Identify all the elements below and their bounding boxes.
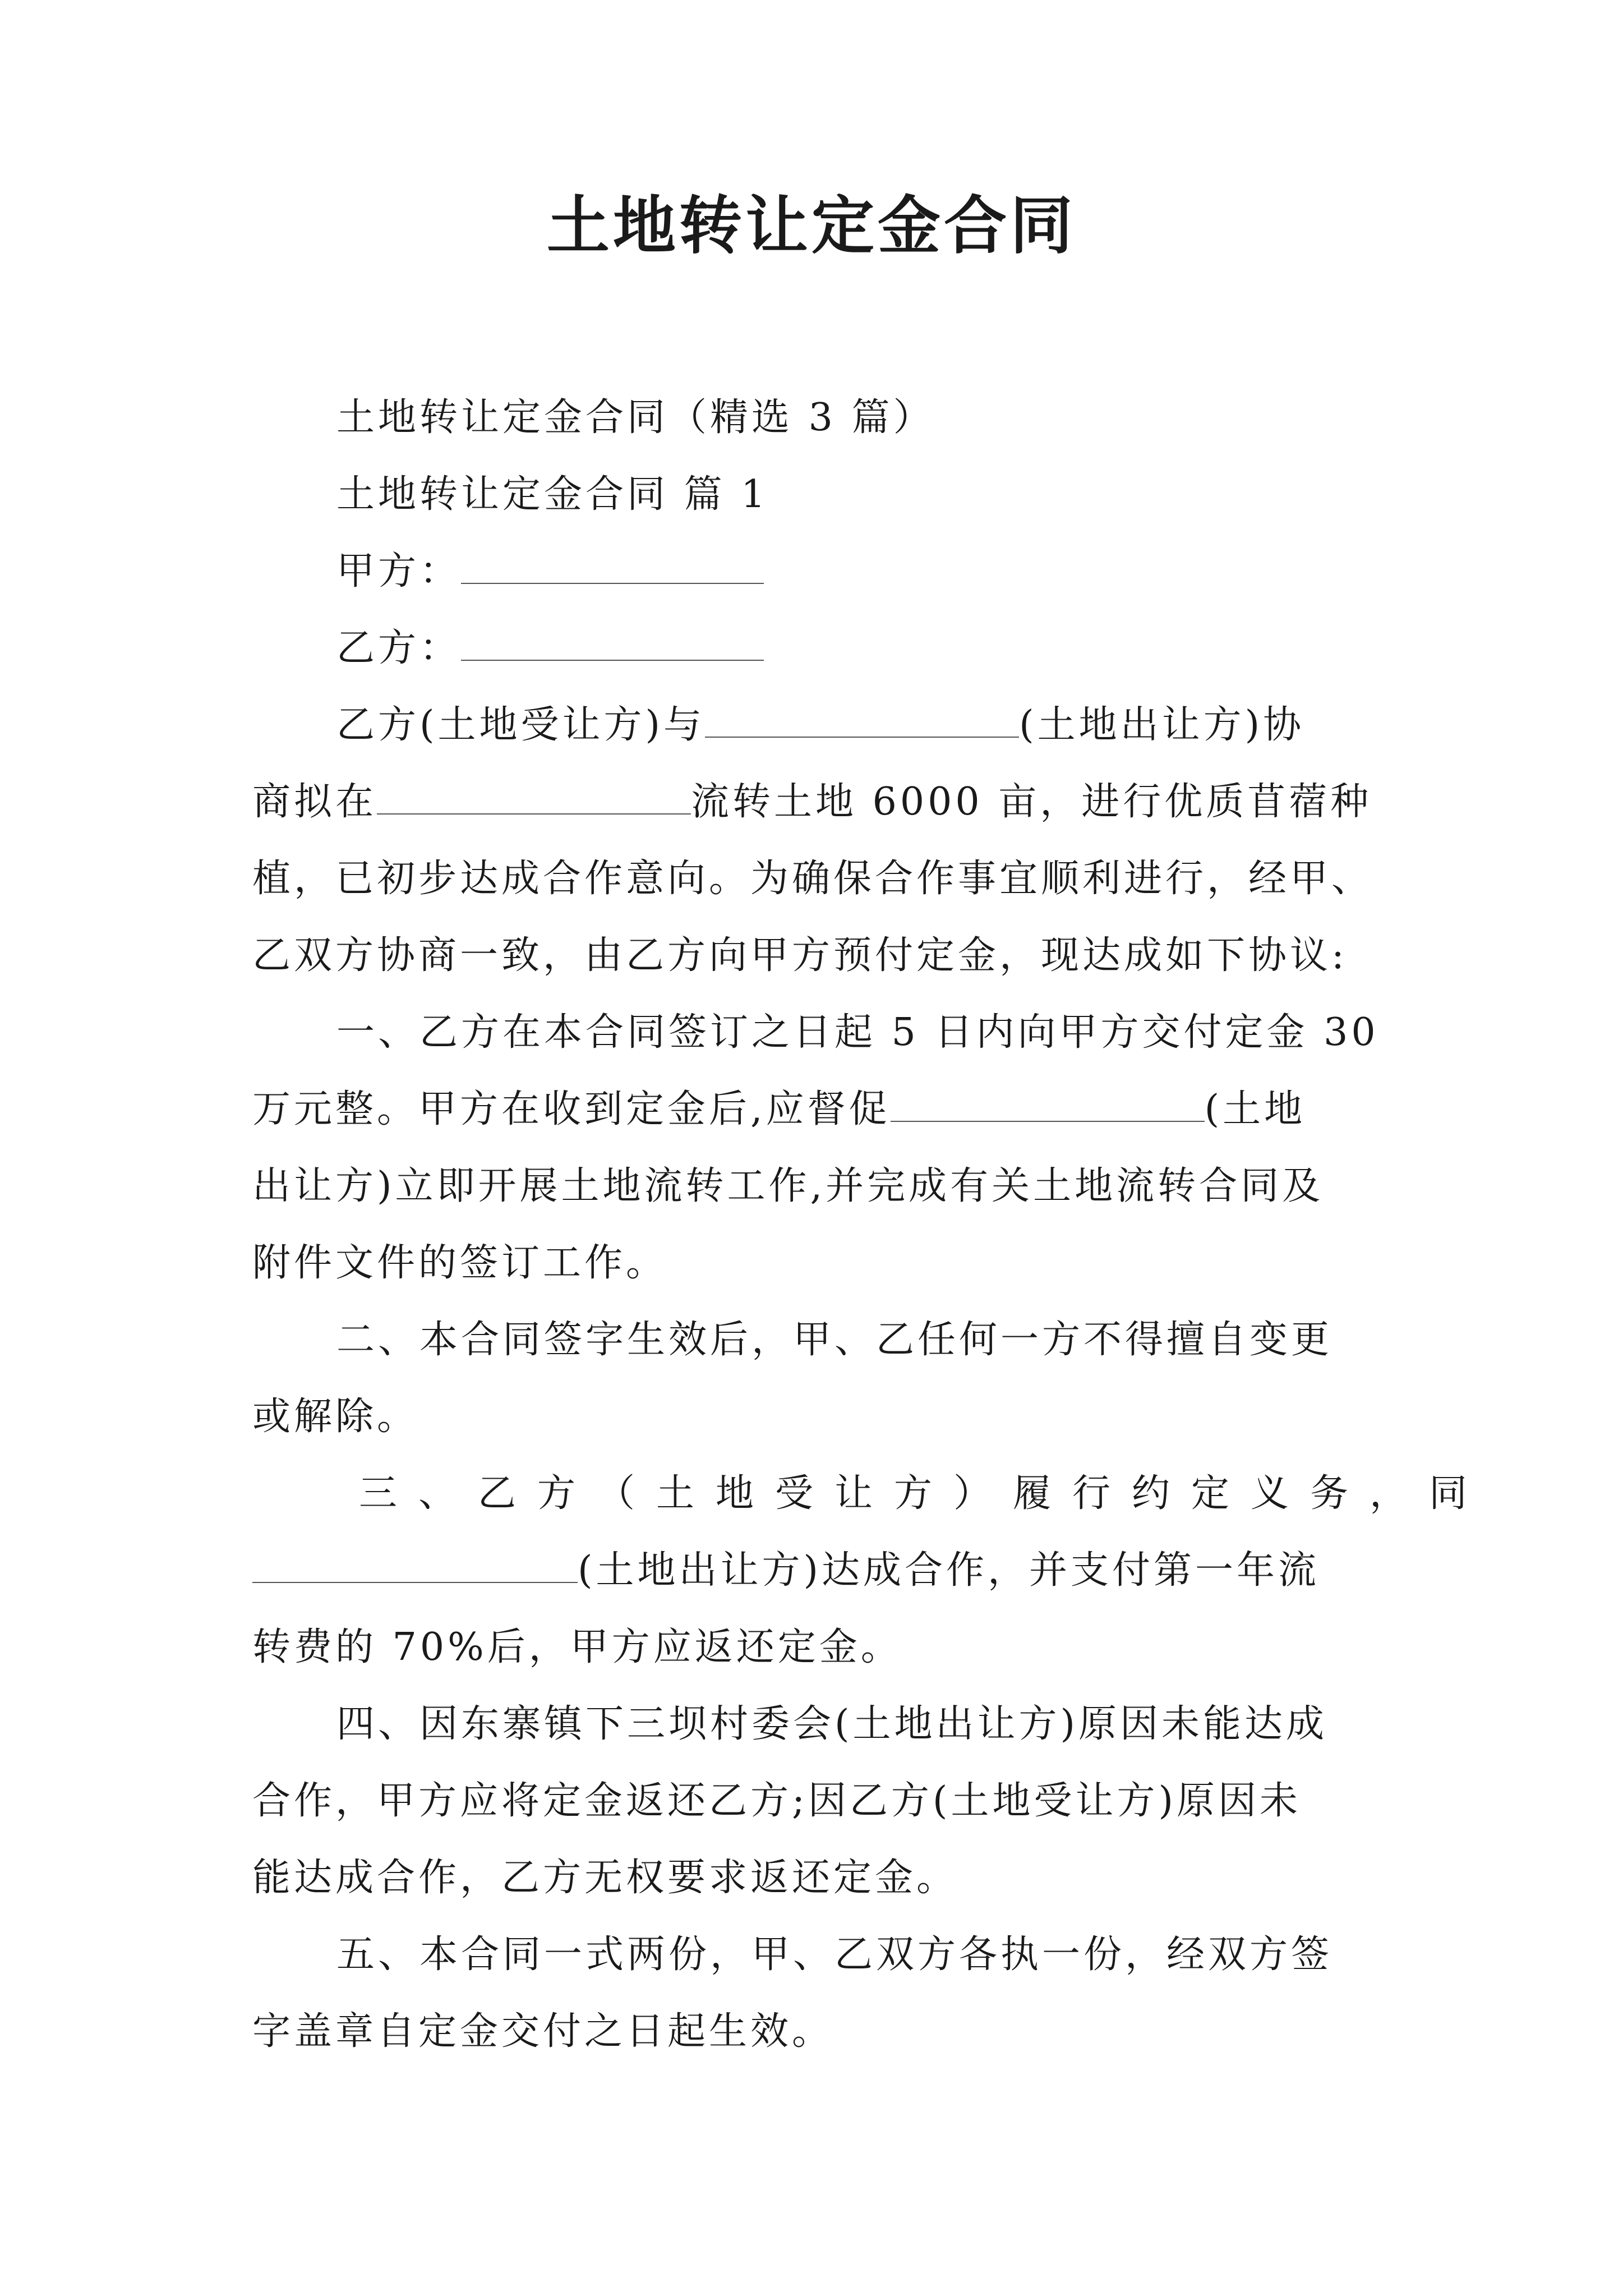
paragraph-line	[252, 771, 1372, 826]
clause-5-line: 五、本合同一式两份，甲、乙双方各执一份，经双方签	[336, 1932, 1333, 1977]
document-title: 土地转让定金合同	[547, 189, 1076, 263]
text-span: 流转土地 6000 亩，进行优质苜蓿种	[691, 780, 1372, 824]
clause-2-line: 二、本合同签字生效后，甲、乙任何一方不得擅自变更	[336, 1318, 1333, 1362]
party-b-line	[336, 618, 764, 672]
paragraph-line: 合作，甲方应将定金返还乙方;因乙方(土地受让方)原因未	[252, 1779, 1301, 1823]
paragraph-line: 植，已初步达成合作意向。为确保合作事宜顺利进行，经甲、	[252, 857, 1373, 901]
paragraph-line	[252, 1540, 1320, 1594]
party-b-blank	[461, 659, 764, 661]
party-a-label: 甲方：	[336, 549, 462, 593]
paragraph-line: 字盖章自定金交付之日起生效。	[252, 2009, 834, 2054]
section-heading: 土地转让定金合同 篇 1	[336, 472, 769, 517]
text-span: 乙方(土地受让方)与	[336, 703, 706, 747]
text-span: (土地	[1204, 1087, 1306, 1131]
text-span: (土地出让方)达成合作，并支付第一年流	[578, 1548, 1320, 1593]
paragraph-line: 转费的 70%后，甲方应返还定金。	[252, 1625, 902, 1669]
fill-blank	[252, 1581, 578, 1583]
party-a-line	[336, 541, 764, 595]
party-b-label: 乙方：	[336, 626, 462, 670]
text-span: 商拟在	[252, 780, 377, 824]
paragraph-line	[336, 694, 1304, 749]
fill-blank	[705, 736, 1019, 738]
paragraph-line	[252, 1079, 1306, 1133]
paragraph-line: 能达成合作，乙方无权要求返还定金。	[252, 1856, 958, 1900]
paragraph-line: 附件文件的签订工作。	[252, 1241, 668, 1285]
party-a-blank	[461, 582, 764, 584]
text-span: (土地出让方)协	[1019, 703, 1305, 747]
clause-1-line: 一、乙方在本合同签订之日起 5 日内向甲方交付定金 30	[336, 1010, 1379, 1055]
fill-blank	[891, 1120, 1205, 1122]
subtitle-line: 土地转让定金合同（精选 3 篇）	[336, 395, 935, 440]
paragraph-line: 或解除。	[252, 1395, 419, 1439]
fill-blank	[377, 813, 691, 815]
paragraph-line: 乙双方协商一致，由乙方向甲方预付定金，现达成如下协议:	[252, 933, 1348, 978]
clause-3-line: 三、乙方（土地受让方）履行约定义务，同	[359, 1471, 1489, 1516]
clause-4-line: 四、因东寨镇下三坝村委会(土地出让方)原因未能达成	[336, 1702, 1328, 1746]
paragraph-line: 出让方)立即开展土地流转工作,并完成有关土地流转合同及	[252, 1164, 1324, 1208]
text-span: 万元整。甲方在收到定金后,应督促	[252, 1087, 891, 1131]
